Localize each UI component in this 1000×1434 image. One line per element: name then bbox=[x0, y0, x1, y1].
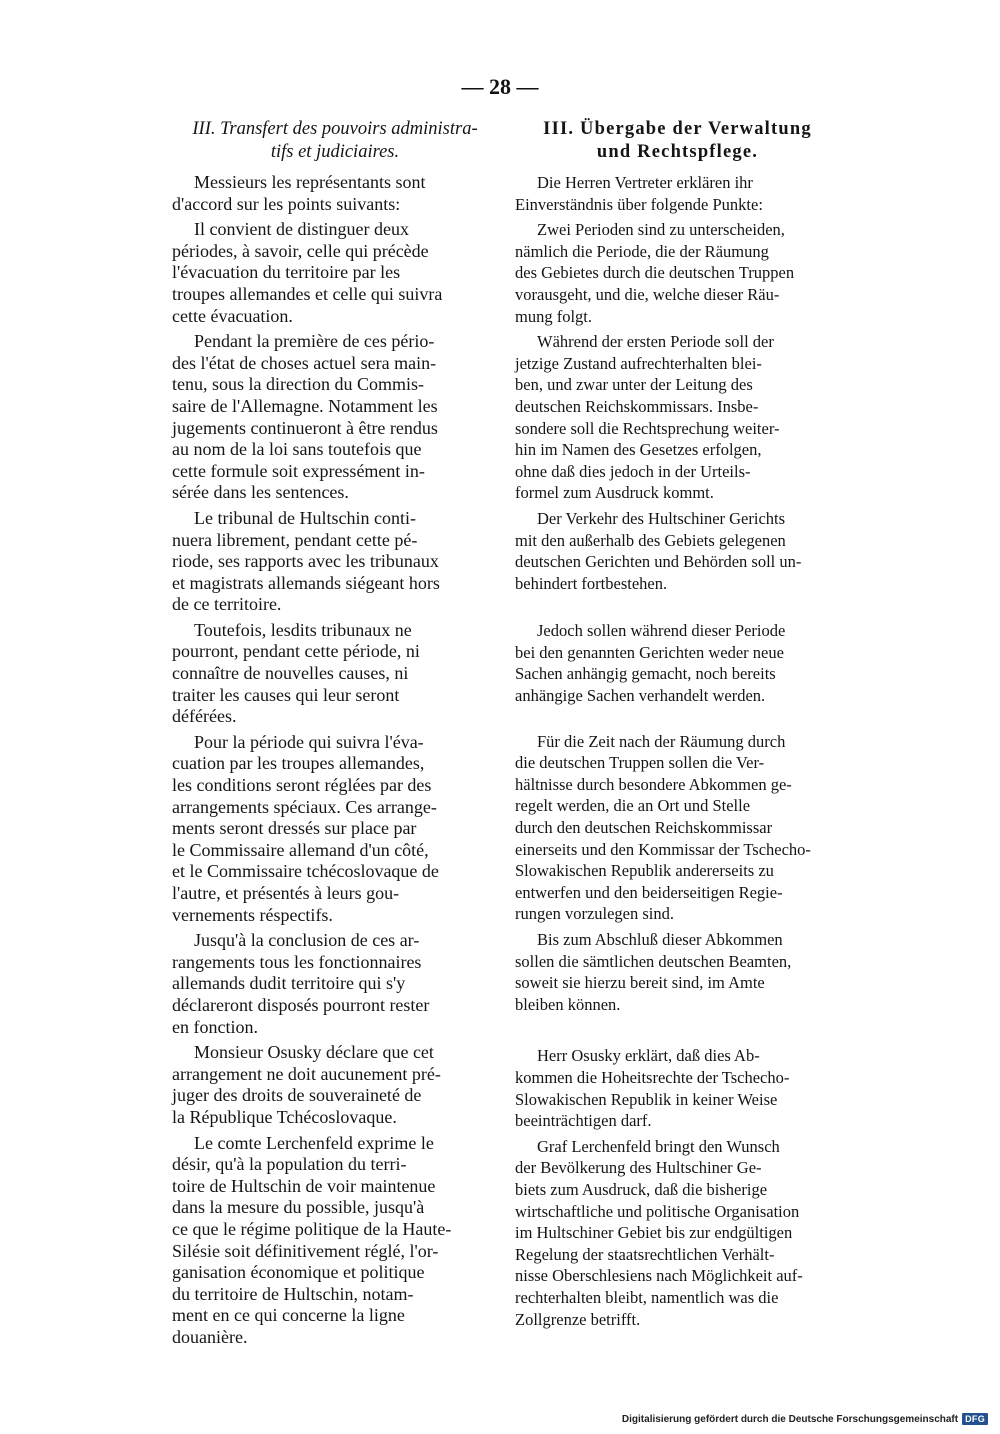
french-paragraph: Jusqu'à la conclusion de ces ar- rangements tous les fonctionnaires allemands dudit territoire qui s'y déclareront disposés pourront rester en fonction. bbox=[172, 930, 430, 1037]
german-paragraph: Der Verkehr des Hultschiner Gerichts mit den außerhalb des Gebiets gelegenen deutschen Gerichten und Behörden soll un- behindert fortbestehen. bbox=[515, 508, 802, 593]
french-paragraph: Le comte Lerchenfeld exprime le désir, qu'à la population du terri- toire de Hultschin de voir maintenue dans la mesure du possible, jusqu'à ce que le régime politique de la Haute- Silésie soit définitivement réglé, l'or- ganisation économique et politique du territoire de Hultschin, notam- ment en ce qui concerne la ligne douanière. bbox=[172, 1132, 452, 1347]
french-paragraph: Toutefois, lesdits tribunaux ne pourront, pendant cette période, ni connaître de nouvelles causes, ni traiter les causes qui leur seront déférées. bbox=[172, 619, 420, 727]
german-paragraph: Während der ersten Periode soll der jetzige Zustand aufrechterhalten blei- ben, und zwar unter der Leitung des deutschen Reichskommissars. Insbe- sondere soll die Rechtsprechung weiter- hin im Namen des Gesetzes erfolgen, ohne daß dies jedoch in der Urteils- formel zum Ausdruck kommt. bbox=[515, 332, 780, 503]
french-paragraph: Pour la période qui suivra l'éva- cuation par les troupes allemandes, les conditions seront réglées par des arrangements spéciaux. Ces arrange- ments seront dressés sur place par le Commissaire allemand d'un côté, et le Commissaire tchécoslovaque de l'autre, et présentés à leurs gou- vernements réspectifs. bbox=[172, 731, 439, 925]
page-number: — 28 — bbox=[461, 74, 539, 99]
german-paragraph: Herr Osusky erklärt, daß dies Ab- kommen die Hoheitsrechte der Tschecho- Slowakischen Republik in keiner Weise beeinträchtigen darf. bbox=[515, 1046, 790, 1131]
german-section-heading: III. Übergabe der Verwaltung und Rechtspflege. bbox=[543, 119, 812, 162]
french-section-heading: III. Transfert des pouvoirs administra- tifs et judiciaires. bbox=[192, 119, 478, 162]
german-paragraph: Zwei Perioden sind zu unterscheiden, nämlich die Periode, die der Räumung des Gebietes durch die deutschen Truppen vorausgeht, und die, welche dieser Räu- mung folgt. bbox=[515, 220, 795, 326]
french-paragraph: Monsieur Osusky déclare que cet arrangement ne doit aucunement pré- juger des droits de souveraineté de la République Tchécoslovaque. bbox=[172, 1042, 441, 1127]
german-paragraph: Für die Zeit nach der Räumung durch die deutschen Truppen sollen die Ver- hältnisse durch besondere Abkommen ge- regelt werden, die an Ort und Stelle durch den deutschen Reichskommissar einerseits und den Kommissar der Tschecho- Slowakischen Republik andererseits zu entwerfen und den beiderseitigen Regie- rungen vorzulegen sind. bbox=[515, 731, 811, 924]
german-paragraph: Die Herren Vertreter erklären ihr Einverständnis über folgende Punkte: bbox=[515, 173, 763, 214]
french-column bbox=[172, 118, 498, 1352]
french-paragraph: Le tribunal de Hultschin conti- nuera librement, pendant cette pé- riode, ses rapports avec les tribunaux et magistrats allemands siégeant hors de ce territoire. bbox=[172, 507, 440, 615]
german-paragraph: Graf Lerchenfeld bringt den Wunsch der Bevölkerung des Hultschiner Ge- biets zum Ausdruck, daß die bisherige wirtschaftliche und politische Organisation im Hultschiner Gebiet bis zur endgültigen Regelung der staatsrechtlichen Verhält- nisse Oberschlesiens nach Möglichkeit auf- rechterhalten bleibt, namentlich was die Zollgrenze betrifft. bbox=[515, 1136, 803, 1329]
french-paragraph: Pendant la première de ces pério- des l'état de choses actuel sera main- tenu, sous la direction du Commis- saire de l'Allemagne. Notamment les jugements continueront à être rendus au nom de la loi sans toutefois que cette formule soit expressément in- sérée dans les sentences. bbox=[172, 331, 438, 503]
dfg-logo: DFG bbox=[962, 1413, 988, 1425]
dfg-credit-text: Digitalisierung gefördert durch die Deutsche Forschungsgemeinschaft bbox=[621, 1413, 959, 1425]
german-paragraph: Bis zum Abschluß dieser Abkommen sollen die sämtlichen deutschen Beamten, soweit sie hierzu bereit sind, im Amte bleiben können. bbox=[515, 930, 792, 1014]
german-paragraph: Jedoch sollen während dieser Periode bei den genannten Gerichten weder neue Sachen anhängig gemacht, noch bereits anhängige Sachen verhandelt werden. bbox=[515, 621, 786, 706]
french-paragraph: Messieurs les représentants sont d'accord sur les points suivants: bbox=[172, 172, 426, 214]
german-column bbox=[515, 118, 840, 1334]
french-paragraph: Il convient de distinguer deux périodes, à savoir, celle qui précède l'évacuation du territoire par les troupes allemandes et celle qui suivra cette évacuation. bbox=[172, 219, 443, 326]
dfg-credit-footer bbox=[622, 1413, 988, 1425]
